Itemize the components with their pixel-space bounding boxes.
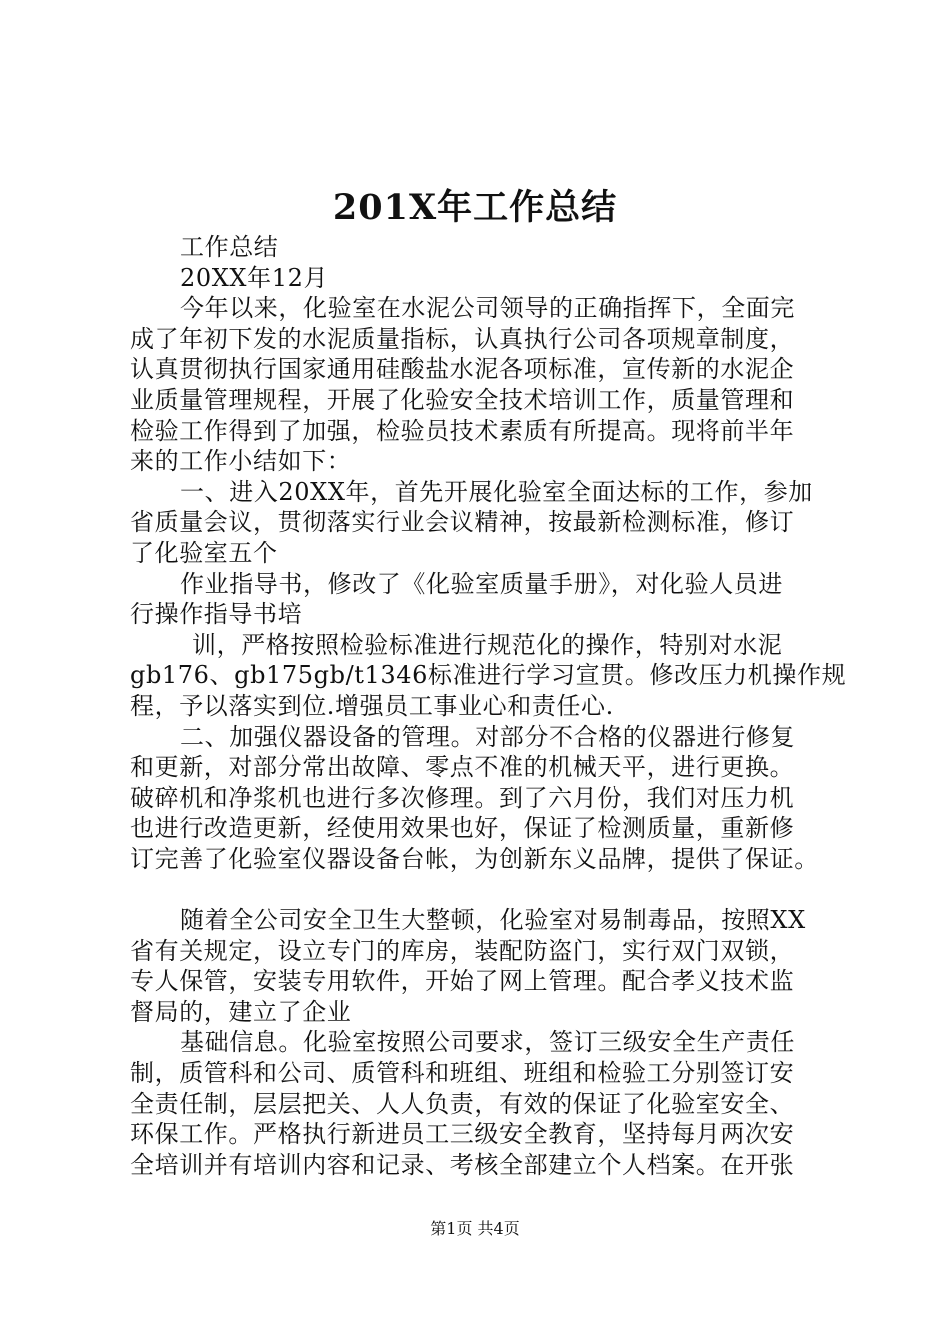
text-line: 全培训并有培训内容和记录、考核全部建立个人档案。在开张: [130, 1150, 795, 1179]
paragraph-gap: [130, 874, 846, 905]
text-line: 全责任制，层层把关、人人负责，有效的保证了化验室安全、: [130, 1089, 795, 1118]
text-line: 一、进入20XX年，首先开展化验室全面达标的工作，参加: [180, 477, 813, 506]
text-line: 随着全公司安全卫生大整顿，化验室对易制毒品，按照XX: [180, 906, 806, 935]
text-line: 破碎机和净浆机也进行多次修理。到了六月份，我们对压力机: [130, 783, 795, 812]
text-line: gb176、gb175gb/t1346标准进行学习宣贯。修改压力机操作规: [130, 661, 847, 690]
text-line: 了化验室五个: [130, 538, 278, 567]
text-line: 作业指导书，修改了《化验室质量手册》，对化验人员进: [180, 569, 783, 598]
document-title: 201X年工作总结: [332, 187, 618, 228]
text-line: 也进行改造更新，经使用效果也好，保证了检测质量，重新修: [130, 814, 795, 843]
text-line: 工作总结: [180, 233, 279, 261]
text-line: 督局的，建立了企业: [130, 997, 352, 1026]
document-body: [130, 232, 846, 1180]
text-line: 程，予以落实到位.增强员工事业心和责任心.: [130, 691, 614, 720]
text-line: 省有关规定，设立专门的库房，装配防盗门，实行双门双锁，: [130, 936, 795, 965]
text-line: 认真贯彻执行国家通用硅酸盐水泥各项标准，宣传新的水泥企: [130, 355, 795, 384]
text-line: 成了年初下发的水泥质量指标，认真执行公司各项规章制度，: [130, 324, 795, 353]
text-line: 基础信息。化验室按照公司要求，签订三级安全生产责任: [180, 1028, 795, 1057]
text-line: 20XX年12月: [180, 263, 329, 292]
text-line: 省质量会议，贯彻落实行业会议精神，按最新检测标准，修订: [130, 508, 795, 537]
text-line: 检验工作得到了加强，检验员技术素质有所提高。现将前半年: [130, 416, 795, 445]
text-line: 行操作指导书培: [130, 600, 303, 629]
text-line: 二、加强仪器设备的管理。对部分不合格的仪器进行修复: [180, 722, 795, 751]
text-line: 环保工作。严格执行新进员工三级安全教育，坚持每月两次安: [130, 1120, 795, 1149]
text-line: 业质量管理规程，开展了化验安全技术培训工作，质量管理和: [130, 385, 795, 414]
text-line: 来的工作小结如下：: [130, 447, 352, 476]
text-line: 今年以来，化验室在水泥公司领导的正确指挥下，全面完: [180, 294, 795, 323]
text-line: 训，严格按照检验标准进行规范化的操作，特别对水泥: [192, 630, 783, 659]
text-line: 订完善了化验室仪器设备台帐，为创新东义品牌，提供了保证。: [130, 844, 819, 873]
text-line: 专人保管，安装专用软件，开始了网上管理。配合孝义技术监: [130, 967, 795, 996]
page-footer: 第1页 共4页: [430, 1219, 520, 1238]
text-line: 制，质管科和公司、质管科和班组、班组和检验工分别签订安: [130, 1059, 795, 1088]
text-line: 和更新，对部分常出故障、零点不准的机械天平，进行更换。: [130, 753, 795, 782]
